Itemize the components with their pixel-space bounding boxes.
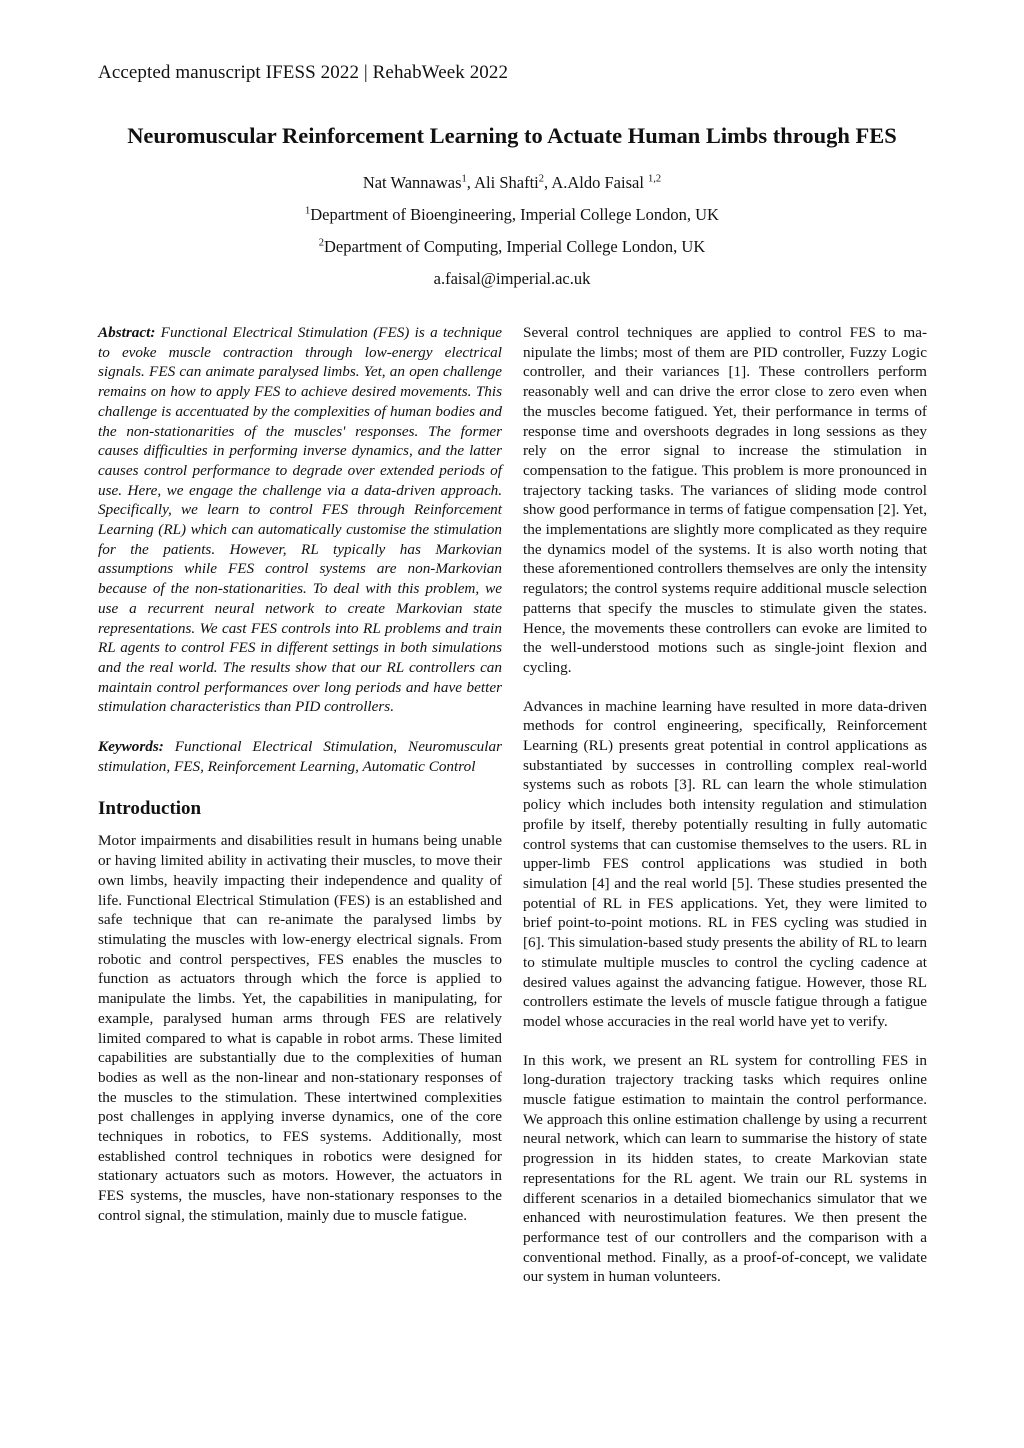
paper-title: Neuromuscular Reinforcement Learning to Actuate Human Limbs through FES bbox=[127, 123, 897, 148]
intro-paragraph-2: Several control techniques are applied to control FES to manipulate the limbs; most of them are PID controller, Fuzzy Logic controller, and their variances [1]. These controllers perform reasonably well and can drive the error close to zero even when the muscles become fatigued. Yet, their performance in terms of response time and overshoots degrades in long sessions as they rely on the error signal to increase the stimulation in compensation to the fatigue. This problem is more pronounced in trajectory tacking tasks. The variances of sliding mode control show good performance in terms of fatigue compensation [2]. Yet, the implementations are slightly more complicated as they require the dynamics model of the systems. It is also worth noting that these aforementioned controllers themselves are only the intensity regulators; the control systems require additional muscle selection patterns that specify the muscles to stimulate given the states. Hence, the movements these controllers can evoke are limited to the well-understood motions such as single-joint flexion and cycling. bbox=[523, 324, 927, 676]
section-heading-introduction: Introduction bbox=[98, 798, 202, 820]
author-affil-marker: 1,2 bbox=[648, 173, 662, 185]
author-list bbox=[0, 173, 1024, 193]
abstract-text: Functional Electrical Stimulation (FES) is a technique to evoke muscle contraction through low-energy electrical signals. FES can animate paralysed limbs. Yet, an open challenge remains on how to apply FES to achieve desired movements. This challenge is accentuated by the complexities of human bodies and the non-stationarities of the muscles' responses. The former causes difficulties in performing inverse dynamics, and the latter causes control performance to degrade over extended periods of use. Here, we engage the challenge via a data-driven approach. Specifically, we learn to control FES through Reinforcement Learning (RL) which can automatically customise the stimulation for the patients. However, RL typically has Markovian assumptions while FES control systems are non-Markovian because of the non-stationarities. To deal with this problem, we use a recurrent neural network to create Markovian state representations. We cast FES controls into RL problems and train RL agents to control FES in different settings in both simulations and the real world. The results show that our RL controllers can maintain control performances over long periods and have better stimulation characteristics than PID controllers. bbox=[98, 324, 502, 716]
keywords bbox=[98, 737, 502, 776]
affiliation-marker: 1 bbox=[305, 205, 311, 217]
author-name: , Ali Shafti bbox=[466, 173, 539, 192]
affiliation-1 bbox=[0, 205, 1024, 225]
intro-paragraph-1: Motor impairments and disabilities result in humans being unable or having limited ability in activating their muscles, to move their own limbs, heavily impacting their independence and quality of life. Functional Electrical Stimulation (FES) is an established and safe technique that can re-animate the paralysed limbs by stimulating the muscles with low-energy electrical signals. From robotic and control perspectives, FES enables the muscles to function as actuators through which the force is applied to manipulate the limbs. Yet, the capabilities in manipulating, for example, paralysed human arms through FES are relatively limited compared to what is capable in robot arms. These limited capabilities are substantially due to the complexities of human bodies as well as the non-linear and non-stationary responses of the muscles to the stimulation. These intertwined complexities post challenges in applying inverse dynamics, one of the core techniques in robotics, to FES systems. Additionally, most established control techniques in robotics were designed for stationary actuators such as motors. However, the actuators in FES systems, the muscles, have non-stationary responses to the control signal, the stimulation, mainly due to muscle fatigue. bbox=[98, 832, 502, 1224]
contact-email: a.faisal@imperial.ac.uk bbox=[433, 269, 591, 288]
author-name: , A.Aldo Faisal bbox=[544, 173, 649, 192]
abstract bbox=[98, 323, 502, 717]
affiliation-marker: 2 bbox=[318, 237, 324, 249]
keywords-label: Keywords: bbox=[98, 738, 164, 756]
author-name: Nat Wannawas bbox=[362, 173, 462, 192]
affiliation-text: Department of Computing, Imperial College London, UK bbox=[323, 237, 706, 256]
abstract-label: Abstract: bbox=[98, 324, 156, 341]
keywords-text: Functional Electrical Stimulation, Neuromuscular stimulation, FES, Reinforcement Learning, Automatic Control bbox=[98, 738, 502, 775]
affiliation-text: Department of Bioengineering, Imperial College London, UK bbox=[310, 205, 719, 224]
intro-paragraph-4: In this work, we present an RL system for controlling FES in long-duration trajectory tracking tasks which requires online muscle fatigue estimation to maintain the control performance. We approach this online estimation challenge by using a recurrent neural network, which can learn to summarise the history of state progression in its hidden states, to create Markovian state representations for the RL agent. We train our RL systems in different scenarios in a detailed biomechanics simulator that we enhanced with neurostimulation features. We then present the performance test of our controllers and the comparison with a conventional method. Finally, as a proof-of-concept, we validate our system in human volunteers. bbox=[523, 1051, 927, 1286]
author-affil-marker: 2 bbox=[538, 173, 544, 185]
left-column bbox=[98, 323, 502, 1226]
affiliation-2 bbox=[0, 237, 1024, 257]
author-affil-marker: 1 bbox=[461, 173, 467, 185]
right-column bbox=[523, 323, 927, 1287]
venue-header: Accepted manuscript IFESS 2022 | RehabWeek 2022 bbox=[98, 62, 509, 83]
intro-paragraph-3: Advances in machine learning have resulted in more data-driven methods for control engineering, specifically, Reinforcement Learning (RL) presents great potential in control applications as substantiated by successes in controlling complex real-world systems such as robots [3]. RL can learn the whole stimulation policy which includes both intensity regulation and stimulation profile by itself, thereby potentially resulting in fully automatic control systems that can customise themselves to the users. RL in upper-limb FES control applications was studied in both simulation [4] and the real world [5]. These studies presented the potential of RL in FES applications. Yet, they were limited to brief point-to-point motions. RL in FES cycling was studied in [6]. This simulation-based study presents the ability of RL to learn to stimulate multiple muscles to control the cycling cadence at desired values against the advancing fatigue. However, those RL controllers estimate the levels of muscle fatigue through a fatigue model whose accuracies in the real world have yet to verify. bbox=[523, 697, 927, 1030]
